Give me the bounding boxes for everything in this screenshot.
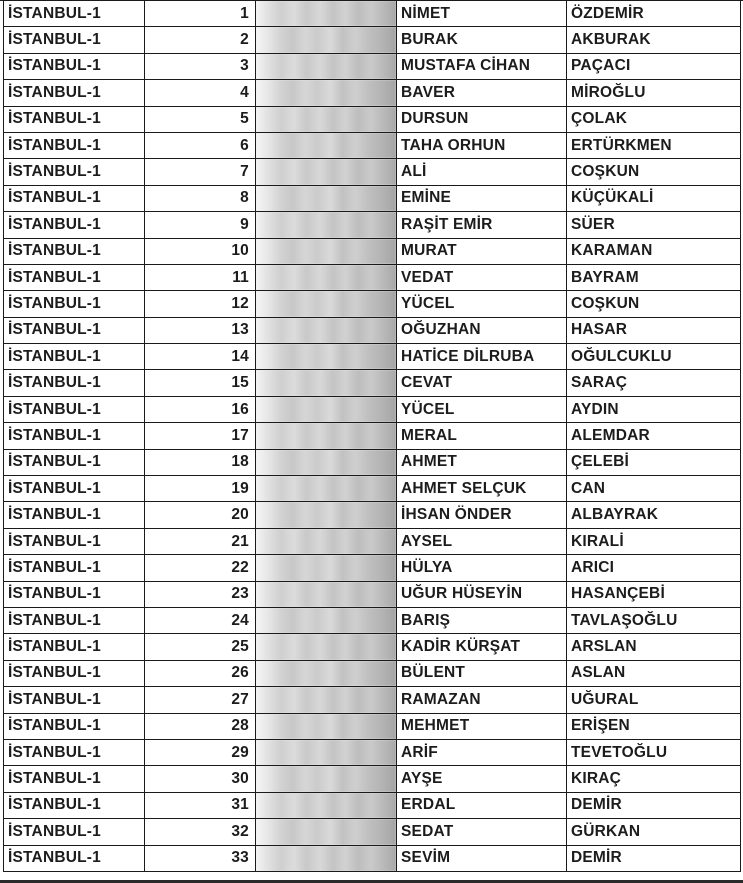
cell-redacted-id	[256, 528, 397, 554]
cell-first-name[interactable]: ERDAL	[397, 792, 567, 818]
cell-first-name[interactable]: OĞUZHAN	[397, 317, 567, 343]
cell-number[interactable]: 8	[145, 185, 256, 211]
cell-number[interactable]: 30	[145, 766, 256, 792]
cell-number[interactable]: 4	[145, 80, 256, 106]
cell-redacted-id	[256, 238, 397, 264]
cell-number[interactable]: 15	[145, 370, 256, 396]
cell-first-name[interactable]: BURAK	[397, 27, 567, 53]
redaction-blur	[256, 740, 396, 765]
cell-region[interactable]: İSTANBUL-1	[4, 159, 145, 185]
cell-region[interactable]: İSTANBUL-1	[4, 1, 145, 27]
table-row	[4, 845, 741, 871]
redaction-blur	[256, 819, 396, 844]
redaction-blur	[256, 212, 396, 237]
cell-first-name[interactable]: BÜLENT	[397, 660, 567, 686]
cell-redacted-id	[256, 502, 397, 528]
cell-redacted-id	[256, 291, 397, 317]
cell-first-name[interactable]: AYŞE	[397, 766, 567, 792]
redaction-blur	[256, 80, 396, 105]
cell-first-name[interactable]: MEHMET	[397, 713, 567, 739]
cell-redacted-id	[256, 634, 397, 660]
cell-last-name[interactable]: KIRALİ	[567, 528, 741, 554]
cell-region[interactable]: İSTANBUL-1	[4, 555, 145, 581]
cell-number[interactable]: 27	[145, 687, 256, 713]
cell-last-name[interactable]: SARAÇ	[567, 370, 741, 396]
candidate-table	[3, 0, 741, 872]
redaction-blur	[256, 291, 396, 316]
cell-first-name[interactable]: AHMET	[397, 449, 567, 475]
cell-first-name[interactable]: BAVER	[397, 80, 567, 106]
table-row	[4, 264, 741, 290]
cell-last-name[interactable]: UĞURAL	[567, 687, 741, 713]
cell-last-name[interactable]: KIRAÇ	[567, 766, 741, 792]
cell-last-name[interactable]: ERTÜRKMEN	[567, 132, 741, 158]
table-row	[4, 291, 741, 317]
cell-first-name[interactable]: HÜLYA	[397, 555, 567, 581]
cell-number[interactable]: 2	[145, 27, 256, 53]
cell-number[interactable]: 14	[145, 344, 256, 370]
table-row	[4, 528, 741, 554]
cell-number[interactable]: 24	[145, 607, 256, 633]
cell-first-name[interactable]: AHMET SELÇUK	[397, 476, 567, 502]
cell-number[interactable]: 32	[145, 819, 256, 845]
cell-region[interactable]: İSTANBUL-1	[4, 845, 145, 871]
cell-region[interactable]: İSTANBUL-1	[4, 106, 145, 132]
table-row	[4, 159, 741, 185]
table-row	[4, 713, 741, 739]
table-row	[4, 344, 741, 370]
cell-redacted-id	[256, 106, 397, 132]
redaction-blur	[256, 186, 396, 211]
cell-number[interactable]: 1	[145, 1, 256, 27]
cell-first-name[interactable]: UĞUR HÜSEYİN	[397, 581, 567, 607]
cell-redacted-id	[256, 739, 397, 765]
redaction-blur	[256, 476, 396, 501]
table-row	[4, 370, 741, 396]
cell-region[interactable]: İSTANBUL-1	[4, 317, 145, 343]
cell-redacted-id	[256, 1, 397, 27]
redaction-blur	[256, 318, 396, 343]
cell-first-name[interactable]: AYSEL	[397, 528, 567, 554]
cell-last-name[interactable]: CAN	[567, 476, 741, 502]
cell-number[interactable]: 7	[145, 159, 256, 185]
cell-number[interactable]: 22	[145, 555, 256, 581]
redaction-blur	[256, 634, 396, 659]
cell-region[interactable]: İSTANBUL-1	[4, 581, 145, 607]
cell-last-name[interactable]: TEVETOĞLU	[567, 739, 741, 765]
cell-region[interactable]: İSTANBUL-1	[4, 528, 145, 554]
cell-last-name[interactable]: KÜÇÜKALİ	[567, 185, 741, 211]
table-row	[4, 185, 741, 211]
cell-first-name[interactable]: İHSAN ÖNDER	[397, 502, 567, 528]
cell-first-name[interactable]: VEDAT	[397, 264, 567, 290]
redaction-blur	[256, 608, 396, 633]
cell-region[interactable]: İSTANBUL-1	[4, 344, 145, 370]
cell-first-name[interactable]: YÜCEL	[397, 396, 567, 422]
cell-number[interactable]: 9	[145, 212, 256, 238]
table-row	[4, 212, 741, 238]
table-row	[4, 132, 741, 158]
redaction-blur	[256, 54, 396, 79]
cell-last-name[interactable]: MİROĞLU	[567, 80, 741, 106]
redaction-blur	[256, 133, 396, 158]
cell-number[interactable]: 20	[145, 502, 256, 528]
redaction-blur	[256, 793, 396, 818]
cell-number[interactable]: 12	[145, 291, 256, 317]
redaction-blur	[256, 27, 396, 52]
cell-region[interactable]: İSTANBUL-1	[4, 660, 145, 686]
redaction-blur	[256, 529, 396, 554]
table-row	[4, 423, 741, 449]
cell-redacted-id	[256, 132, 397, 158]
table-row	[4, 238, 741, 264]
cell-number[interactable]: 3	[145, 53, 256, 79]
cell-last-name[interactable]: OĞULCUKLU	[567, 344, 741, 370]
cell-number[interactable]: 10	[145, 238, 256, 264]
redaction-blur	[256, 555, 396, 580]
cell-last-name[interactable]: BAYRAM	[567, 264, 741, 290]
cell-redacted-id	[256, 53, 397, 79]
cell-first-name[interactable]: NİMET	[397, 1, 567, 27]
cell-redacted-id	[256, 80, 397, 106]
table-row	[4, 80, 741, 106]
cell-region[interactable]: İSTANBUL-1	[4, 819, 145, 845]
table-row	[4, 660, 741, 686]
cell-first-name[interactable]: ALİ	[397, 159, 567, 185]
cell-last-name[interactable]: ÇELEBİ	[567, 449, 741, 475]
table-row	[4, 766, 741, 792]
cell-region[interactable]: İSTANBUL-1	[4, 370, 145, 396]
cell-number[interactable]: 31	[145, 792, 256, 818]
cell-redacted-id	[256, 264, 397, 290]
cell-redacted-id	[256, 660, 397, 686]
cell-region[interactable]: İSTANBUL-1	[4, 792, 145, 818]
cell-number[interactable]: 6	[145, 132, 256, 158]
cell-redacted-id	[256, 792, 397, 818]
cell-first-name[interactable]: YÜCEL	[397, 291, 567, 317]
redaction-blur	[256, 661, 396, 686]
table-row	[4, 555, 741, 581]
cell-first-name[interactable]: RAMAZAN	[397, 687, 567, 713]
cell-region[interactable]: İSTANBUL-1	[4, 185, 145, 211]
cell-number[interactable]: 11	[145, 264, 256, 290]
cell-region[interactable]: İSTANBUL-1	[4, 80, 145, 106]
cell-number[interactable]: 33	[145, 845, 256, 871]
redaction-blur	[256, 265, 396, 290]
cell-first-name[interactable]: RAŞİT EMİR	[397, 212, 567, 238]
cell-last-name[interactable]: AKBURAK	[567, 27, 741, 53]
cell-first-name[interactable]: EMİNE	[397, 185, 567, 211]
cell-first-name[interactable]: CEVAT	[397, 370, 567, 396]
cell-region[interactable]: İSTANBUL-1	[4, 449, 145, 475]
cell-last-name[interactable]: KARAMAN	[567, 238, 741, 264]
cell-region[interactable]: İSTANBUL-1	[4, 53, 145, 79]
cell-number[interactable]: 21	[145, 528, 256, 554]
cell-region[interactable]: İSTANBUL-1	[4, 607, 145, 633]
table-row	[4, 739, 741, 765]
cell-redacted-id	[256, 449, 397, 475]
cell-region[interactable]: İSTANBUL-1	[4, 502, 145, 528]
table-row	[4, 396, 741, 422]
cell-last-name[interactable]: AYDIN	[567, 396, 741, 422]
cell-first-name[interactable]: KADİR KÜRŞAT	[397, 634, 567, 660]
cell-region[interactable]: İSTANBUL-1	[4, 687, 145, 713]
cell-region[interactable]: İSTANBUL-1	[4, 27, 145, 53]
table-row	[4, 1, 741, 27]
redaction-blur	[256, 582, 396, 607]
cell-first-name[interactable]: HATİCE DİLRUBA	[397, 344, 567, 370]
table-row	[4, 449, 741, 475]
cell-redacted-id	[256, 396, 397, 422]
cell-last-name[interactable]: ÇOLAK	[567, 106, 741, 132]
redaction-blur	[256, 344, 396, 369]
cell-redacted-id	[256, 370, 397, 396]
cell-last-name[interactable]: DEMİR	[567, 792, 741, 818]
table-row	[4, 792, 741, 818]
redaction-blur	[256, 450, 396, 475]
table-row	[4, 581, 741, 607]
redaction-blur	[256, 687, 396, 712]
cell-number[interactable]: 28	[145, 713, 256, 739]
cell-first-name[interactable]: TAHA ORHUN	[397, 132, 567, 158]
cell-last-name[interactable]: SÜER	[567, 212, 741, 238]
cell-last-name[interactable]: HASANÇEBİ	[567, 581, 741, 607]
cell-first-name[interactable]: SEDAT	[397, 819, 567, 845]
cell-redacted-id	[256, 317, 397, 343]
cell-number[interactable]: 16	[145, 396, 256, 422]
cell-redacted-id	[256, 476, 397, 502]
cell-redacted-id	[256, 607, 397, 633]
cell-first-name[interactable]: MUSTAFA CİHAN	[397, 53, 567, 79]
cell-region[interactable]: İSTANBUL-1	[4, 423, 145, 449]
cell-last-name[interactable]: TAVLAŞOĞLU	[567, 607, 741, 633]
cell-redacted-id	[256, 766, 397, 792]
cell-last-name[interactable]: PAÇACI	[567, 53, 741, 79]
redaction-blur	[256, 766, 396, 791]
cell-region[interactable]: İSTANBUL-1	[4, 264, 145, 290]
cell-region[interactable]: İSTANBUL-1	[4, 291, 145, 317]
table-row	[4, 476, 741, 502]
cell-region[interactable]: İSTANBUL-1	[4, 713, 145, 739]
cell-last-name[interactable]: ARICI	[567, 555, 741, 581]
redaction-blur	[256, 397, 396, 422]
cell-redacted-id	[256, 555, 397, 581]
table-row	[4, 634, 741, 660]
cell-number[interactable]: 19	[145, 476, 256, 502]
cell-first-name[interactable]: SEVİM	[397, 845, 567, 871]
cell-redacted-id	[256, 713, 397, 739]
cell-redacted-id	[256, 212, 397, 238]
cell-redacted-id	[256, 423, 397, 449]
cell-redacted-id	[256, 819, 397, 845]
redaction-blur	[256, 159, 396, 184]
cell-region[interactable]: İSTANBUL-1	[4, 634, 145, 660]
cell-region[interactable]: İSTANBUL-1	[4, 238, 145, 264]
redaction-blur	[256, 107, 396, 132]
cell-last-name[interactable]: GÜRKAN	[567, 819, 741, 845]
cell-region[interactable]: İSTANBUL-1	[4, 476, 145, 502]
cell-last-name[interactable]: COŞKUN	[567, 291, 741, 317]
cell-redacted-id	[256, 581, 397, 607]
redaction-blur	[256, 370, 396, 395]
table-row	[4, 607, 741, 633]
cell-number[interactable]: 26	[145, 660, 256, 686]
table-row	[4, 317, 741, 343]
cell-last-name[interactable]: ALEMDAR	[567, 423, 741, 449]
cell-number[interactable]: 18	[145, 449, 256, 475]
cell-redacted-id	[256, 344, 397, 370]
redaction-blur	[256, 239, 396, 264]
cell-region[interactable]: İSTANBUL-1	[4, 212, 145, 238]
table-body	[4, 1, 741, 872]
table-row	[4, 53, 741, 79]
table-row	[4, 502, 741, 528]
redaction-blur	[256, 423, 396, 448]
cell-last-name[interactable]: HASAR	[567, 317, 741, 343]
cell-last-name[interactable]: ERİŞEN	[567, 713, 741, 739]
cell-last-name[interactable]: ALBAYRAK	[567, 502, 741, 528]
cell-redacted-id	[256, 687, 397, 713]
cell-number[interactable]: 5	[145, 106, 256, 132]
cell-last-name[interactable]: ÖZDEMİR	[567, 1, 741, 27]
cell-last-name[interactable]: ASLAN	[567, 660, 741, 686]
cell-number[interactable]: 17	[145, 423, 256, 449]
table-row	[4, 819, 741, 845]
cell-last-name[interactable]: ARSLAN	[567, 634, 741, 660]
cell-region[interactable]: İSTANBUL-1	[4, 132, 145, 158]
cell-last-name[interactable]: COŞKUN	[567, 159, 741, 185]
cell-last-name[interactable]: DEMİR	[567, 845, 741, 871]
redaction-blur	[256, 502, 396, 527]
cell-number[interactable]: 13	[145, 317, 256, 343]
cell-first-name[interactable]: BARIŞ	[397, 607, 567, 633]
cell-first-name[interactable]: DURSUN	[397, 106, 567, 132]
table-row	[4, 106, 741, 132]
cell-number[interactable]: 29	[145, 739, 256, 765]
redaction-blur	[256, 1, 396, 26]
cell-region[interactable]: İSTANBUL-1	[4, 766, 145, 792]
cell-first-name[interactable]: MURAT	[397, 238, 567, 264]
cell-redacted-id	[256, 185, 397, 211]
table-row	[4, 687, 741, 713]
cell-redacted-id	[256, 845, 397, 871]
cell-number[interactable]: 25	[145, 634, 256, 660]
cell-first-name[interactable]: MERAL	[397, 423, 567, 449]
cell-region[interactable]: İSTANBUL-1	[4, 396, 145, 422]
cell-number[interactable]: 23	[145, 581, 256, 607]
cell-redacted-id	[256, 27, 397, 53]
redaction-blur	[256, 846, 396, 871]
cell-redacted-id	[256, 159, 397, 185]
cell-region[interactable]: İSTANBUL-1	[4, 739, 145, 765]
cell-first-name[interactable]: ARİF	[397, 739, 567, 765]
redaction-blur	[256, 714, 396, 739]
table-row	[4, 27, 741, 53]
